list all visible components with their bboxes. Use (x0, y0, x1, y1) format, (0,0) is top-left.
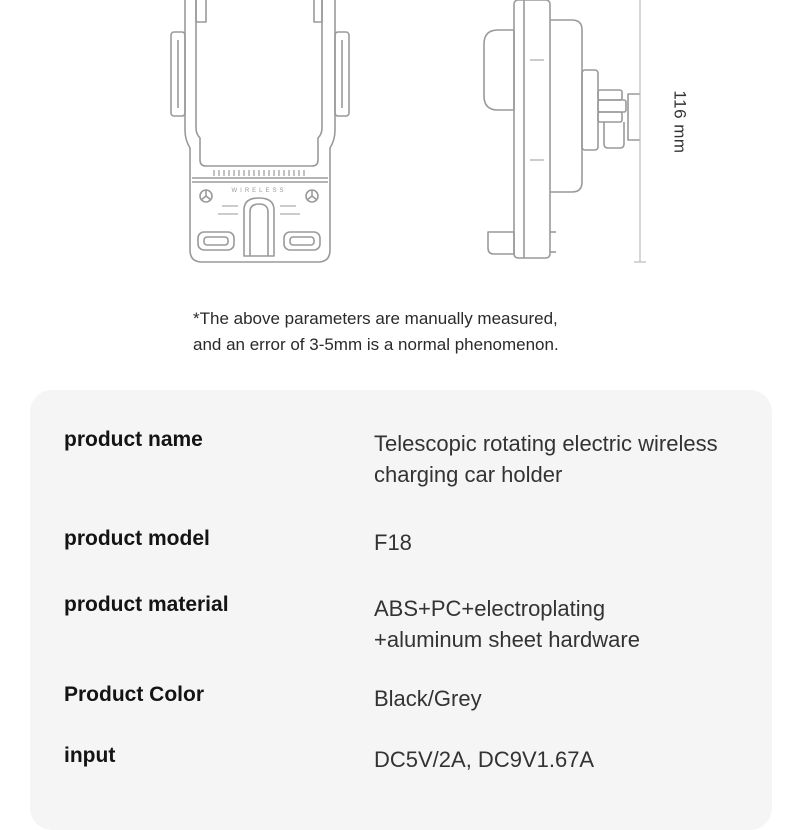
brand-mark: WIRELESS (231, 188, 287, 194)
product-line-drawing (0, 0, 800, 290)
note-line-1: *The above parameters are manually measured, (193, 309, 558, 328)
measurement-note (193, 306, 713, 358)
spec-value-line: Black/Grey (374, 686, 482, 711)
height-dimension-label (650, 82, 710, 162)
spec-value (374, 593, 640, 655)
spec-value-line: Telescopic rotating electric wireless (374, 431, 718, 456)
spec-value-line: F18 (374, 530, 412, 555)
spec-value (374, 683, 482, 714)
height-dimension-text: 116 mm (671, 90, 690, 154)
spec-label: product name (64, 428, 203, 451)
spec-panel (30, 390, 772, 830)
spec-value (374, 527, 412, 558)
spec-label: input (64, 744, 116, 767)
side-view (484, 0, 640, 258)
spec-value-line: DC5V/2A, DC9V1.67A (374, 747, 595, 772)
height-dimension-line (634, 0, 646, 262)
spec-value-line: +aluminum sheet hardware (374, 627, 640, 652)
spec-value-line: ABS+PC+electroplating (374, 596, 606, 621)
front-view (171, 0, 349, 262)
spec-value-line: charging car holder (374, 462, 563, 487)
spec-value (374, 428, 718, 490)
spec-label: product material (64, 593, 229, 616)
spec-label: product model (64, 527, 210, 550)
spec-value (374, 744, 594, 775)
note-line-2: and an error of 3-5mm is a normal phenomenon. (193, 335, 559, 354)
spec-label: Product Color (64, 683, 204, 706)
